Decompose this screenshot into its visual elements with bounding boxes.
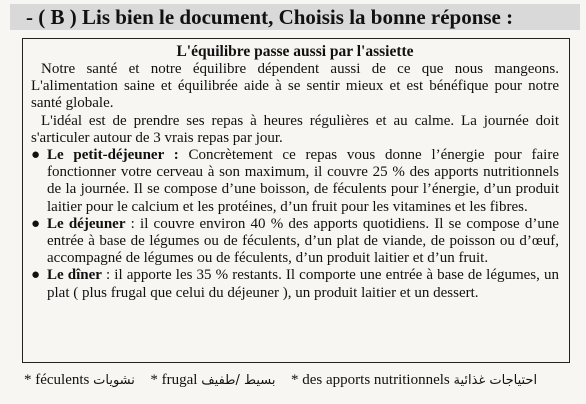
glossary-term: féculents bbox=[35, 372, 90, 388]
glossary-marker: * bbox=[291, 372, 299, 388]
list-item-lunch bbox=[31, 216, 559, 268]
document-frame bbox=[22, 38, 570, 363]
bullet-icon: ● bbox=[31, 215, 41, 232]
exercise-heading: - ( B ) Lis bien le document, Choisis la bonne réponse : bbox=[10, 4, 580, 30]
glossary-translation: نشويات bbox=[93, 373, 135, 388]
meals-list bbox=[31, 147, 559, 302]
bullet-icon: ● bbox=[31, 147, 41, 164]
paragraph-intro: Notre santé et notre équilibre dépendent aussi de ce que nous mangeons. L'alimentation saine et équilibrée aide à se sentir mieux et est bénéfique pour notre santé globale. bbox=[31, 61, 559, 112]
glossary-marker: * bbox=[150, 372, 158, 388]
meal-description: : il couvre environ 40 % des apports quotidiens. Il se compose d’une entrée à base de légumes ou de féculents, d’un plat de viande, de poisson ou d’œuf, accompagné de légumes ou de féculents, d’un produit laitier et d’un fruit. bbox=[47, 215, 559, 267]
list-item-breakfast bbox=[31, 147, 559, 216]
meal-description: Concrètement ce repas vous donne l’énergie pour faire fonctionner votre cerveau à son maximum, il couvre 25 % des apports nutritionnels de la journée. Il se compose d’une boisson, de féculents pour l’énergie, d’un produit laitier pour le calcium et les protéines, d’un fruit pour les vitamines et les fibres. bbox=[47, 147, 559, 215]
glossary-translation: بسيط /طفيف bbox=[201, 373, 276, 388]
paragraph-meals-intro: L'idéal est de prendre ses repas à heures régulières et au calme. La journée doit s'articuler autour de 3 vrais repas par jour. bbox=[31, 112, 559, 146]
meal-description: : il apporte les 35 % restants. Il comporte une entrée à base de légumes, un plat ( plus frugal que celui du déjeuner ), un produit laitier et un dessert. bbox=[47, 267, 559, 301]
glossary-item-frugal bbox=[150, 372, 279, 388]
document-title: L'équilibre passe aussi par l'assiette bbox=[176, 43, 414, 60]
list-item-dinner bbox=[31, 267, 559, 301]
glossary-marker: * bbox=[24, 372, 32, 388]
glossary-term: frugal bbox=[161, 372, 198, 388]
glossary-translation: احتياجات غذائية bbox=[453, 373, 538, 388]
meal-name: Le déjeuner bbox=[47, 215, 126, 232]
glossary-item-feculents bbox=[24, 372, 139, 388]
meal-name: Le petit-déjeuner : bbox=[47, 147, 179, 164]
meal-name: Le dîner bbox=[47, 267, 102, 284]
glossary-term: des apports nutritionnels bbox=[302, 372, 450, 388]
glossary bbox=[24, 371, 580, 390]
glossary-item-apports bbox=[291, 372, 537, 388]
bullet-icon: ● bbox=[31, 267, 41, 284]
